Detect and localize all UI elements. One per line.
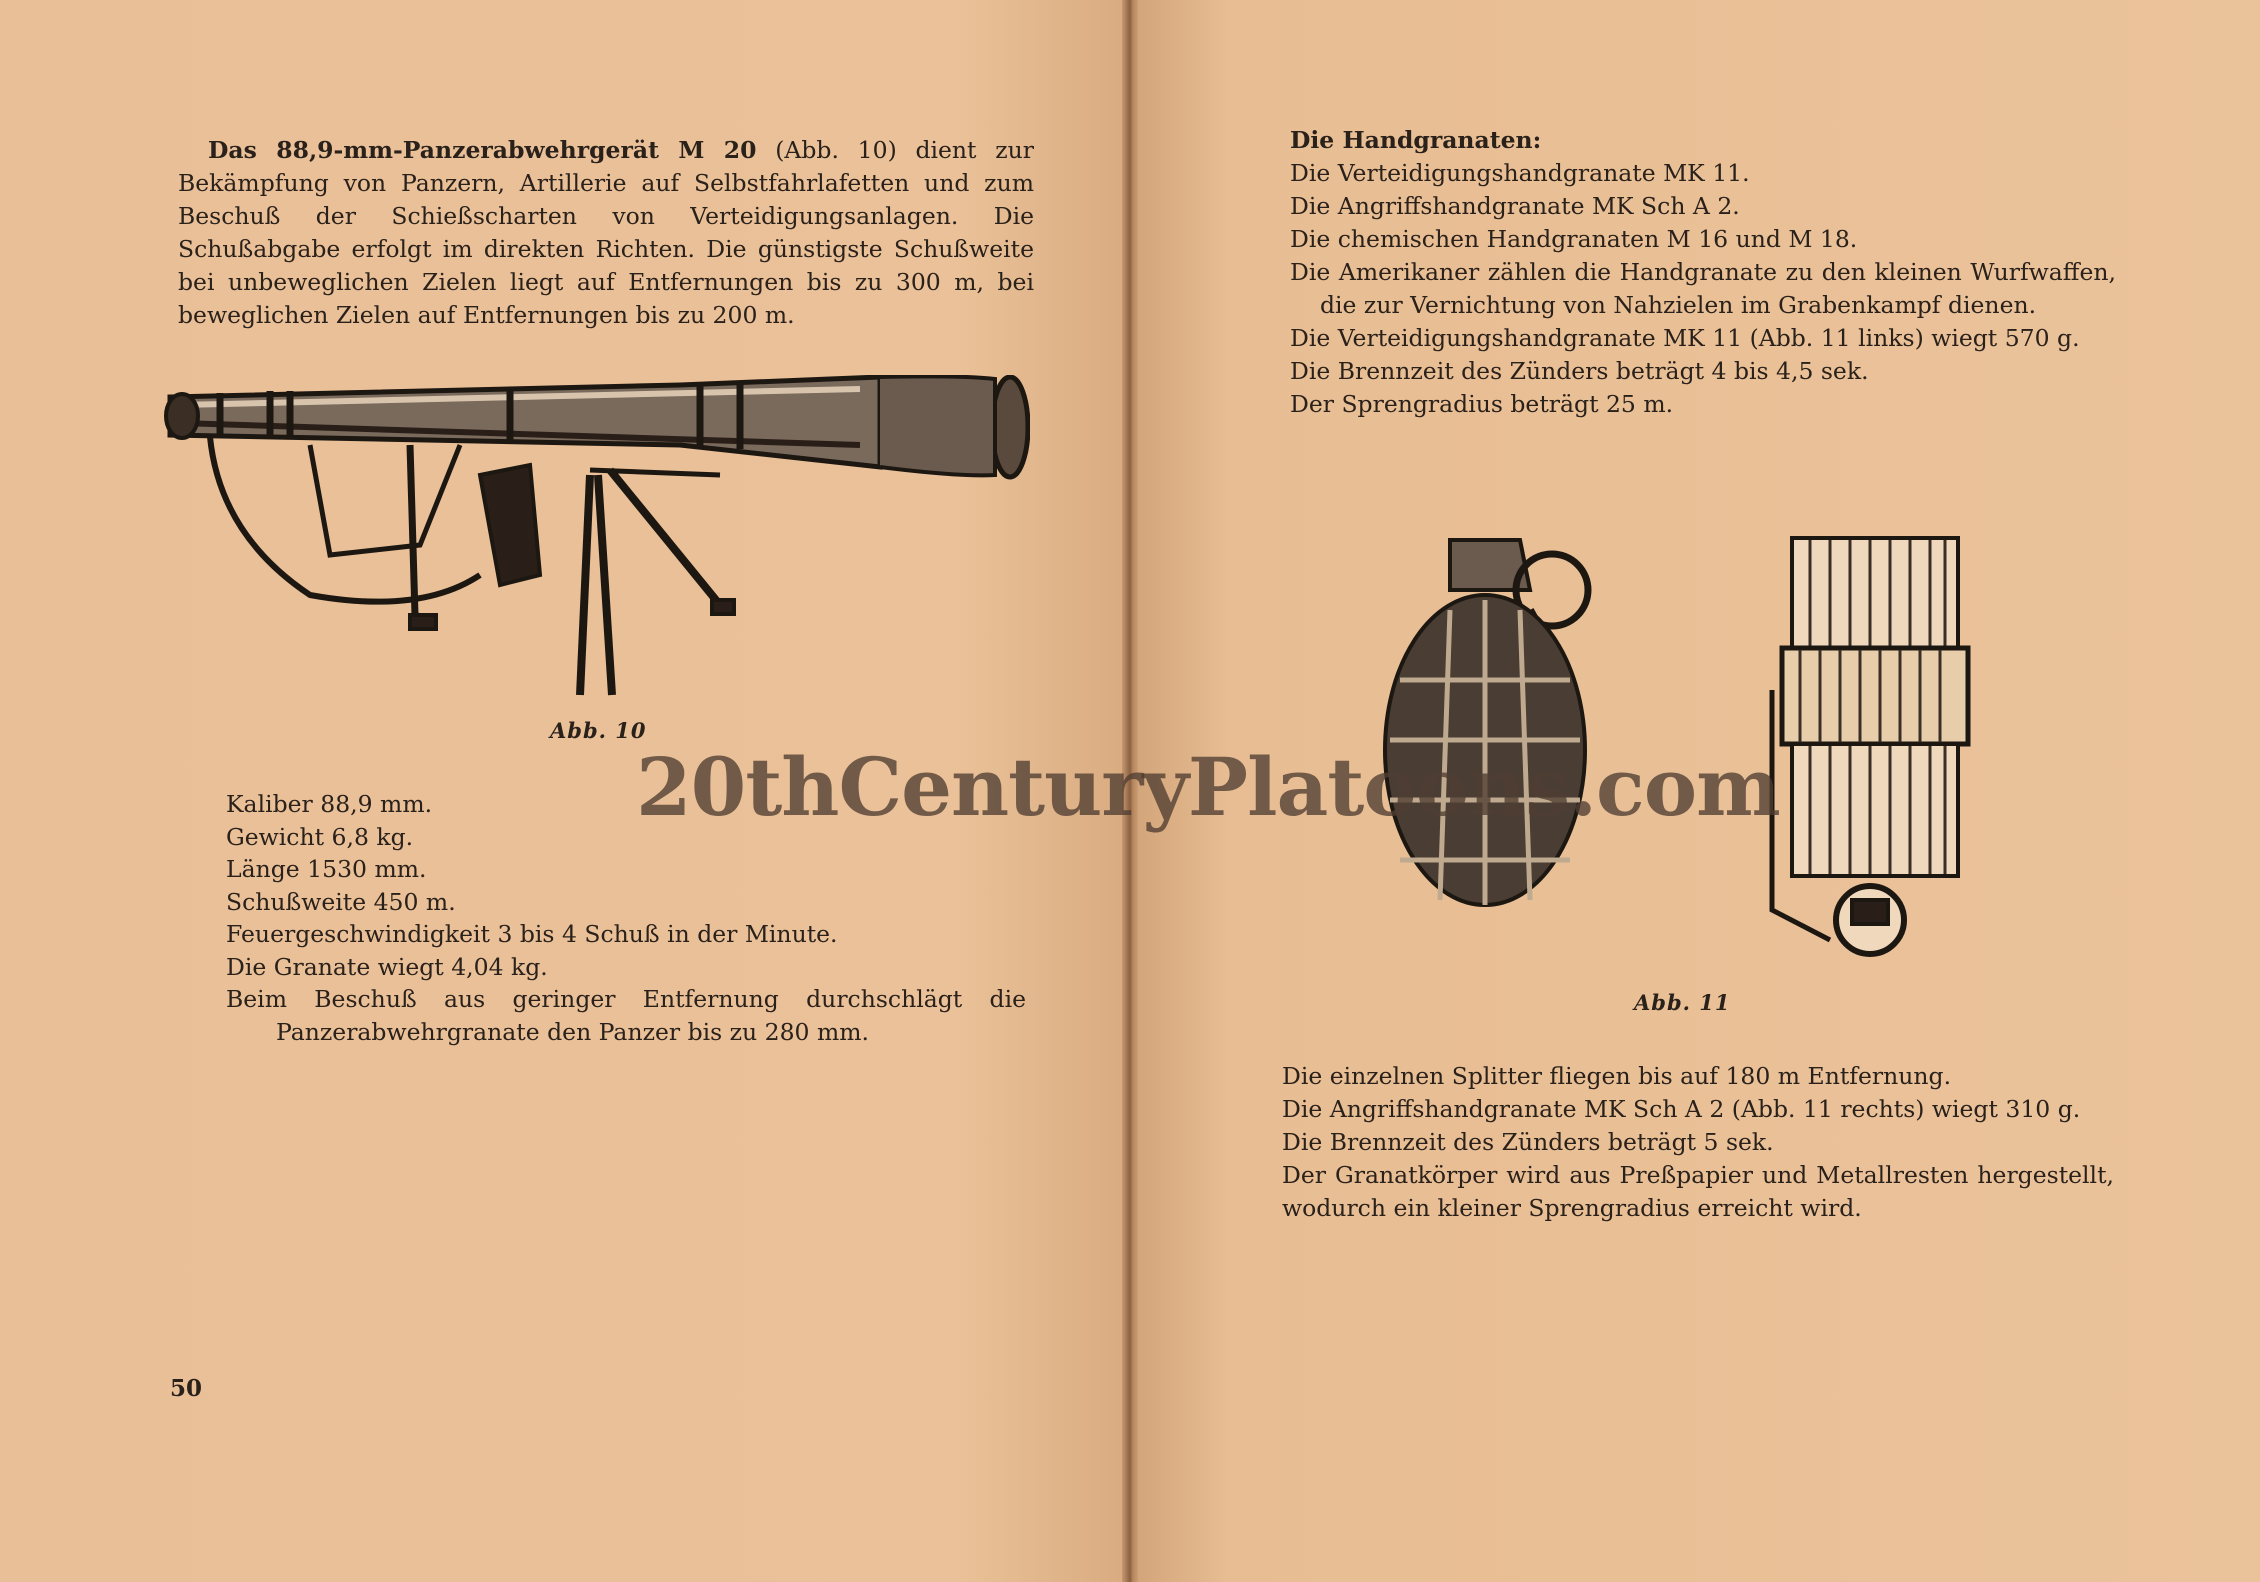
text-line: Der Granatkörper wird aus Preßpapier und Metallresten hergestellt, wodurch ein kleiner Sprengradius erreicht wird. bbox=[1282, 1161, 2114, 1222]
figure-caption-10: Abb. 10 bbox=[550, 718, 647, 743]
grenades-intro bbox=[1290, 124, 2116, 421]
intro-body-text: (Abb. 10) dient zur Bekämpfung von Panzern, Artillerie auf Selbstfahrlafetten und zum Beschuß der Schießscharten von Verteidigungsanlagen. Die Schußabgabe erfolgt im direkten Richten. Die günstigste Schußweite bei unbeweglichen Zielen liegt auf Entfernungen bis zu 300 m, bei beweglichen Zielen auf Entfernungen bis zu 200 m. bbox=[178, 136, 1034, 329]
text-line: Die Brennzeit des Zünders beträgt 5 sek. bbox=[1282, 1128, 1774, 1156]
spec-item: Schußweite 450 m. bbox=[226, 887, 456, 916]
watermark: 20thCenturyPlatoons.com bbox=[636, 740, 1780, 834]
text-line: Die einzelnen Splitter fliegen bis auf 180 m Entfernung. bbox=[1282, 1062, 1952, 1090]
figure-caption-11: Abb. 11 bbox=[1634, 990, 1731, 1015]
page-number: 50 bbox=[170, 1375, 203, 1402]
text-line: Die Brennzeit des Zünders beträgt 4 bis 4,5 sek. bbox=[1290, 357, 1869, 385]
intro-paragraph bbox=[178, 134, 1034, 332]
text-line: Die Verteidigungshandgranate MK 11 (Abb. 11 links) wiegt 570 g. bbox=[1290, 324, 2080, 352]
grenades-details bbox=[1282, 1060, 2114, 1225]
text-line: Die chemischen Handgranaten M 16 und M 18. bbox=[1290, 225, 1858, 253]
text-line: Die Angriffshandgranate MK Sch A 2. bbox=[1290, 192, 1740, 220]
bazooka-illustration bbox=[160, 375, 1030, 715]
spec-item: Gewicht 6,8 kg. bbox=[226, 822, 414, 851]
text-line: Der Sprengradius beträgt 25 m. bbox=[1290, 390, 1674, 418]
intro-bold-title: Das 88,9-mm-Panzerabwehrgerät M 20 bbox=[208, 136, 757, 164]
spec-item: Die Granate wiegt 4,04 kg. bbox=[226, 952, 548, 981]
text-line: Die Angriffshandgranate MK Sch A 2 (Abb. 11 rechts) wiegt 310 g. bbox=[1282, 1095, 2081, 1123]
spec-item: Länge 1530 mm. bbox=[226, 855, 427, 883]
spec-item: Feuergeschwindigkeit 3 bis 4 Schuß in der Minute. bbox=[226, 920, 838, 948]
spec-item: Kaliber 88,9 mm. bbox=[226, 790, 433, 818]
spec-item: Beim Beschuß aus geringer Entfernung durchschlägt die Panzerabwehrgranate den Panzer bis zu 280 mm. bbox=[226, 985, 1026, 1046]
text-line: Die Amerikaner zählen die Handgranate zu den kleinen Wurfwaffen, die zur Vernichtung von Nahzielen im Grabenkampf dienen. bbox=[1290, 258, 2116, 319]
section-heading: Die Handgranaten: bbox=[1290, 126, 1542, 154]
text-line: Die Verteidigungshandgranate MK 11. bbox=[1290, 159, 1750, 187]
